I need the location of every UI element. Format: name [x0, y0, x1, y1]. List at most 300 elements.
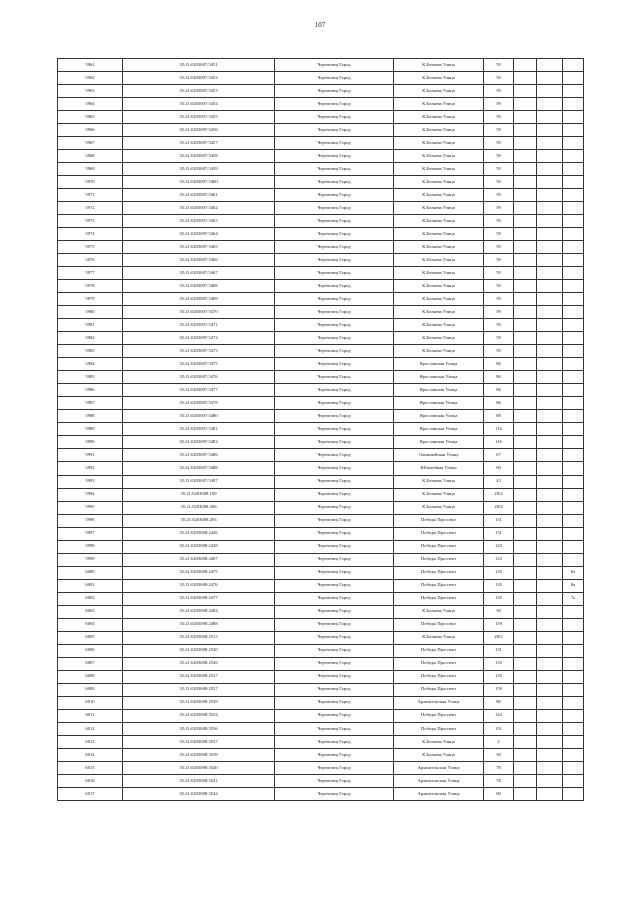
building-cell [514, 397, 537, 410]
record-number-cell: 6000 [58, 566, 123, 579]
registry-table [57, 58, 584, 801]
house-number-cell: 86 [484, 371, 514, 384]
street-cell: К.Беляева Улица [394, 72, 484, 85]
extra-cell [537, 111, 563, 124]
extra-cell [537, 436, 563, 449]
table-row [58, 566, 584, 579]
street-cell: К.Беляева Улица [394, 176, 484, 189]
locality-cell: Череповец Город [275, 449, 394, 462]
building-cell [514, 267, 537, 280]
house-number-cell: 59 [484, 176, 514, 189]
record-number-cell: 6011 [58, 709, 123, 722]
street-cell: Ярославская Улица [394, 358, 484, 371]
locality-cell: Череповец Город [275, 384, 394, 397]
cadastral-number-cell: 35:21:0203008:3537 [123, 735, 275, 748]
locality-cell: Череповец Город [275, 618, 394, 631]
street-cell: Победы Проспект [394, 722, 484, 735]
house-number-cell: 80 [484, 696, 514, 709]
building-cell [514, 85, 537, 98]
street-cell: К.Беляева Улица [394, 59, 484, 72]
extra-cell [537, 59, 563, 72]
locality-cell: Череповец Город [275, 774, 394, 787]
building-cell [514, 254, 537, 267]
house-number-cell: 135 [484, 657, 514, 670]
locality-cell: Череповец Город [275, 293, 394, 306]
street-cell: К.Беляева Улица [394, 150, 484, 163]
table-row [58, 579, 584, 592]
street-cell: Победы Проспект [394, 592, 484, 605]
house-number-cell: 59 [484, 124, 514, 137]
extra-cell [537, 293, 563, 306]
cadastral-number-cell: 35:21:0203007:5476 [123, 371, 275, 384]
record-number-cell: 5969 [58, 163, 123, 176]
cadastral-number-cell: 35:21:0203008:293 [123, 514, 275, 527]
locality-cell: Череповец Город [275, 371, 394, 384]
flat-number-cell [563, 254, 584, 267]
record-number-cell: 5991 [58, 449, 123, 462]
cadastral-number-cell: 35:21:0203007:5466 [123, 254, 275, 267]
street-cell: Победы Проспект [394, 553, 484, 566]
record-number-cell: 6003 [58, 605, 123, 618]
house-number-cell: 78 [484, 761, 514, 774]
extra-cell [537, 72, 563, 85]
locality-cell: Череповец Город [275, 514, 394, 527]
extra-cell [537, 202, 563, 215]
street-cell: Архангельская Улица [394, 787, 484, 800]
flat-number-cell [563, 436, 584, 449]
house-number-cell: 86 [484, 384, 514, 397]
record-number-cell: 5976 [58, 254, 123, 267]
building-cell [514, 358, 537, 371]
cadastral-number-cell: 35:21:0203007:5469 [123, 293, 275, 306]
flat-number-cell [563, 267, 584, 280]
cadastral-number-cell: 35:21:0203008:2520 [123, 644, 275, 657]
cadastral-number-cell: 35:21:0203007:5468 [123, 280, 275, 293]
street-cell: К.Беляева Улица [394, 98, 484, 111]
street-cell: Победы Проспект [394, 540, 484, 553]
extra-cell [537, 384, 563, 397]
extra-cell [537, 319, 563, 332]
extra-cell [537, 709, 563, 722]
building-cell [514, 644, 537, 657]
cadastral-number-cell: 35:21:0203007:5486 [123, 449, 275, 462]
record-number-cell: 6008 [58, 670, 123, 683]
cadastral-number-cell: 35:21:0203007:5481 [123, 423, 275, 436]
extra-cell [537, 631, 563, 644]
building-cell [514, 176, 537, 189]
building-cell [514, 540, 537, 553]
cadastral-number-cell: 35:21:0203007:5459 [123, 163, 275, 176]
record-number-cell: 5999 [58, 553, 123, 566]
flat-number-cell [563, 358, 584, 371]
extra-cell [537, 566, 563, 579]
record-number-cell: 5997 [58, 527, 123, 540]
table-row [58, 618, 584, 631]
record-number-cell: 5979 [58, 293, 123, 306]
extra-cell [537, 761, 563, 774]
table-row [58, 631, 584, 644]
building-cell [514, 501, 537, 514]
record-number-cell: 6014 [58, 748, 123, 761]
flat-number-cell [563, 371, 584, 384]
table-row [58, 59, 584, 72]
locality-cell: Череповец Город [275, 319, 394, 332]
building-cell [514, 293, 537, 306]
flat-number-cell [563, 605, 584, 618]
extra-cell [537, 657, 563, 670]
building-cell [514, 436, 537, 449]
cadastral-number-cell: 35:21:0203008:3536 [123, 722, 275, 735]
extra-cell [537, 696, 563, 709]
cadastral-number-cell: 35:21:0203007:5463 [123, 215, 275, 228]
building-cell [514, 527, 537, 540]
house-number-cell: 88 [484, 410, 514, 423]
cadastral-number-cell: 35:21:0203007:5451 [123, 59, 275, 72]
house-number-cell: 59 [484, 202, 514, 215]
cadastral-number-cell: 35:21:0203007:5454 [123, 98, 275, 111]
record-number-cell: 5972 [58, 202, 123, 215]
flat-number-cell [563, 332, 584, 345]
street-cell: Победы Проспект [394, 579, 484, 592]
house-number-cell: 116 [484, 436, 514, 449]
record-number-cell: 6005 [58, 631, 123, 644]
street-cell: К.Беляева Улица [394, 332, 484, 345]
extra-cell [537, 332, 563, 345]
flat-number-cell [563, 553, 584, 566]
building-cell [514, 332, 537, 345]
table-row [58, 592, 584, 605]
locality-cell: Череповец Город [275, 228, 394, 241]
extra-cell [537, 163, 563, 176]
house-number-cell: 151 [484, 514, 514, 527]
flat-number-cell [563, 306, 584, 319]
locality-cell: Череповец Город [275, 72, 394, 85]
street-cell: Победы Проспект [394, 566, 484, 579]
locality-cell: Череповец Город [275, 475, 394, 488]
flat-number-cell [563, 384, 584, 397]
street-cell: Олимпийская Улица [394, 449, 484, 462]
cadastral-number-cell: 35:21:0203007:5467 [123, 267, 275, 280]
building-cell [514, 371, 537, 384]
flat-number-cell [563, 163, 584, 176]
extra-cell [537, 462, 563, 475]
house-number-cell: 59 [484, 254, 514, 267]
record-number-cell: 5964 [58, 98, 123, 111]
table-row [58, 449, 584, 462]
table-row [58, 306, 584, 319]
flat-number-cell: 8а [563, 579, 584, 592]
table-row [58, 670, 584, 683]
cadastral-number-cell: 35:21:0203007:5477 [123, 384, 275, 397]
locality-cell: Череповец Город [275, 163, 394, 176]
cadastral-number-cell: 35:21:0203007:5497 [123, 475, 275, 488]
locality-cell: Череповец Город [275, 553, 394, 566]
locality-cell: Череповец Город [275, 98, 394, 111]
locality-cell: Череповец Город [275, 683, 394, 696]
flat-number-cell [563, 709, 584, 722]
building-cell [514, 657, 537, 670]
building-cell [514, 553, 537, 566]
table-row [58, 748, 584, 761]
locality-cell: Череповец Город [275, 202, 394, 215]
flat-number-cell [563, 514, 584, 527]
cadastral-number-cell: 35:21:0203007:5462 [123, 202, 275, 215]
table-row [58, 696, 584, 709]
table-row [58, 553, 584, 566]
house-number-cell: 135 [484, 566, 514, 579]
extra-cell [537, 124, 563, 137]
extra-cell [537, 215, 563, 228]
extra-cell [537, 618, 563, 631]
record-number-cell: 5963 [58, 85, 123, 98]
table-row [58, 410, 584, 423]
extra-cell [537, 605, 563, 618]
record-number-cell: 6010 [58, 696, 123, 709]
street-cell: К.Беляева Улица [394, 501, 484, 514]
table-row [58, 358, 584, 371]
cadastral-number-cell: 35:21:0203007:5455 [123, 111, 275, 124]
extra-cell [537, 254, 563, 267]
building-cell [514, 475, 537, 488]
table-row [58, 501, 584, 514]
house-number-cell: 59 [484, 319, 514, 332]
street-cell: К.Беляева Улица [394, 163, 484, 176]
record-number-cell: 5967 [58, 137, 123, 150]
flat-number-cell [563, 787, 584, 800]
record-number-cell: 5989 [58, 423, 123, 436]
locality-cell: Череповец Город [275, 59, 394, 72]
table-row [58, 371, 584, 384]
building-cell [514, 124, 537, 137]
record-number-cell: 5998 [58, 540, 123, 553]
cadastral-number-cell: 35:21:0203008:2426 [123, 527, 275, 540]
table-row [58, 332, 584, 345]
street-cell: К.Беляева Улица [394, 475, 484, 488]
flat-number-cell [563, 618, 584, 631]
registry-rows [58, 59, 584, 801]
house-number-cell: 60 [484, 462, 514, 475]
cadastral-number-cell: 35:21:0203007:5460 [123, 176, 275, 189]
cadastral-number-cell: 35:21:0203008:2476 [123, 579, 275, 592]
locality-cell: Череповец Город [275, 748, 394, 761]
extra-cell [537, 644, 563, 657]
table-row [58, 436, 584, 449]
record-number-cell: 5978 [58, 280, 123, 293]
house-number-cell: 59 [484, 267, 514, 280]
cadastral-number-cell: 35:21:0203008:2513 [123, 631, 275, 644]
locality-cell: Череповец Город [275, 579, 394, 592]
flat-number-cell [563, 150, 584, 163]
house-number-cell: 151 [484, 644, 514, 657]
record-number-cell: 5990 [58, 436, 123, 449]
table-row [58, 241, 584, 254]
table-row [58, 683, 584, 696]
street-cell: Ярославская Улица [394, 384, 484, 397]
flat-number-cell [563, 72, 584, 85]
street-cell: К.Беляева Улица [394, 735, 484, 748]
extra-cell [537, 553, 563, 566]
building-cell [514, 748, 537, 761]
building-cell [514, 202, 537, 215]
cadastral-number-cell: 35:21:0203007:5452 [123, 72, 275, 85]
table-row [58, 644, 584, 657]
flat-number-cell [563, 631, 584, 644]
cadastral-number-cell: 35:21:0203007:5458 [123, 150, 275, 163]
cadastral-number-cell: 35:21:0203008:189 [123, 488, 275, 501]
table-row [58, 488, 584, 501]
house-number-cell: 67 [484, 449, 514, 462]
flat-number-cell [563, 423, 584, 436]
house-number-cell: 151 [484, 527, 514, 540]
table-row [58, 72, 584, 85]
locality-cell: Череповец Город [275, 137, 394, 150]
table-row [58, 267, 584, 280]
building-cell [514, 774, 537, 787]
building-cell [514, 670, 537, 683]
cadastral-number-cell: 35:21:0203007:5478 [123, 397, 275, 410]
house-number-cell: 59 [484, 293, 514, 306]
extra-cell [537, 735, 563, 748]
extra-cell [537, 306, 563, 319]
record-number-cell: 6006 [58, 644, 123, 657]
record-number-cell: 5996 [58, 514, 123, 527]
street-cell: К.Беляева Улица [394, 254, 484, 267]
cadastral-number-cell: 35:21:0203008:2537 [123, 683, 275, 696]
flat-number-cell [563, 683, 584, 696]
table-row [58, 774, 584, 787]
cadastral-number-cell: 35:21:0203008:3540 [123, 761, 275, 774]
record-number-cell: 5961 [58, 59, 123, 72]
cadastral-number-cell: 35:21:0203008:2428 [123, 540, 275, 553]
record-number-cell: 6012 [58, 722, 123, 735]
record-number-cell: 6009 [58, 683, 123, 696]
street-cell: К.Беляева Улица [394, 241, 484, 254]
locality-cell: Череповец Город [275, 358, 394, 371]
building-cell [514, 319, 537, 332]
street-cell: К.Беляева Улица [394, 137, 484, 150]
cadastral-number-cell: 35:21:0203008:3539 [123, 748, 275, 761]
street-cell: Победы Проспект [394, 618, 484, 631]
house-number-cell: 159 [484, 618, 514, 631]
flat-number-cell [563, 449, 584, 462]
table-row [58, 176, 584, 189]
extra-cell [537, 540, 563, 553]
cadastral-number-cell: 35:21:0203007:5453 [123, 85, 275, 98]
building-cell [514, 72, 537, 85]
flat-number-cell [563, 475, 584, 488]
extra-cell [537, 371, 563, 384]
cadastral-number-cell: 35:21:0203008:2475 [123, 566, 275, 579]
table-row [58, 319, 584, 332]
cadastral-number-cell: 35:21:0203008:2484 [123, 605, 275, 618]
street-cell: К.Беляева Улица [394, 85, 484, 98]
table-row [58, 150, 584, 163]
extra-cell [537, 787, 563, 800]
flat-number-cell: 7а [563, 592, 584, 605]
street-cell: Победы Проспект [394, 657, 484, 670]
house-number-cell: 59 [484, 150, 514, 163]
building-cell [514, 488, 537, 501]
cadastral-number-cell: 35:21:0203008:2527 [123, 670, 275, 683]
table-row [58, 540, 584, 553]
building-cell [514, 683, 537, 696]
locality-cell: Череповец Город [275, 527, 394, 540]
building-cell [514, 709, 537, 722]
flat-number-cell [563, 111, 584, 124]
house-number-cell: 59 [484, 137, 514, 150]
street-cell: Победы Проспект [394, 644, 484, 657]
cadastral-number-cell: 35:21:0203008:2539 [123, 696, 275, 709]
flat-number-cell [563, 462, 584, 475]
street-cell: Архангельская Улица [394, 696, 484, 709]
street-cell: Ярославская Улица [394, 397, 484, 410]
building-cell [514, 566, 537, 579]
cadastral-number-cell: 35:21:0203008:2467 [123, 553, 275, 566]
building-cell [514, 189, 537, 202]
record-number-cell: 5965 [58, 111, 123, 124]
locality-cell: Череповец Город [275, 397, 394, 410]
street-cell: К.Беляева Улица [394, 189, 484, 202]
flat-number-cell [563, 540, 584, 553]
flat-number-cell [563, 124, 584, 137]
table-row [58, 163, 584, 176]
record-number-cell: 6015 [58, 761, 123, 774]
house-number-cell: 59 [484, 111, 514, 124]
house-number-cell: 86 [484, 358, 514, 371]
cadastral-number-cell: 35:21:0203007:5475 [123, 358, 275, 371]
flat-number-cell [563, 644, 584, 657]
cadastral-number-cell: 35:21:0203007:5472 [123, 332, 275, 345]
street-cell: Архангельская Улица [394, 774, 484, 787]
extra-cell [537, 176, 563, 189]
cadastral-number-cell: 35:21:0203008:3542 [123, 787, 275, 800]
street-cell: Архангельская Улица [394, 761, 484, 774]
street-cell: К.Беляева Улица [394, 293, 484, 306]
flat-number-cell [563, 748, 584, 761]
table-row [58, 98, 584, 111]
table-row [58, 657, 584, 670]
flat-number-cell [563, 696, 584, 709]
building-cell [514, 241, 537, 254]
house-number-cell: 59 [484, 189, 514, 202]
extra-cell [537, 748, 563, 761]
street-cell: Ярославская Улица [394, 371, 484, 384]
house-number-cell: 59 [484, 241, 514, 254]
locality-cell: Череповец Город [275, 605, 394, 618]
flat-number-cell [563, 488, 584, 501]
building-cell [514, 410, 537, 423]
house-number-cell: 59 [484, 228, 514, 241]
locality-cell: Череповец Город [275, 501, 394, 514]
locality-cell: Череповец Город [275, 566, 394, 579]
building-cell [514, 761, 537, 774]
table-row [58, 124, 584, 137]
flat-number-cell [563, 241, 584, 254]
extra-cell [537, 475, 563, 488]
building-cell [514, 462, 537, 475]
table-row [58, 514, 584, 527]
house-number-cell: 59 [484, 345, 514, 358]
building-cell [514, 579, 537, 592]
extra-cell [537, 85, 563, 98]
table-row [58, 85, 584, 98]
record-number-cell: 5985 [58, 371, 123, 384]
record-number-cell: 5968 [58, 150, 123, 163]
building-cell [514, 228, 537, 241]
locality-cell: Череповец Город [275, 696, 394, 709]
record-number-cell: 5966 [58, 124, 123, 137]
street-cell: Победы Проспект [394, 670, 484, 683]
